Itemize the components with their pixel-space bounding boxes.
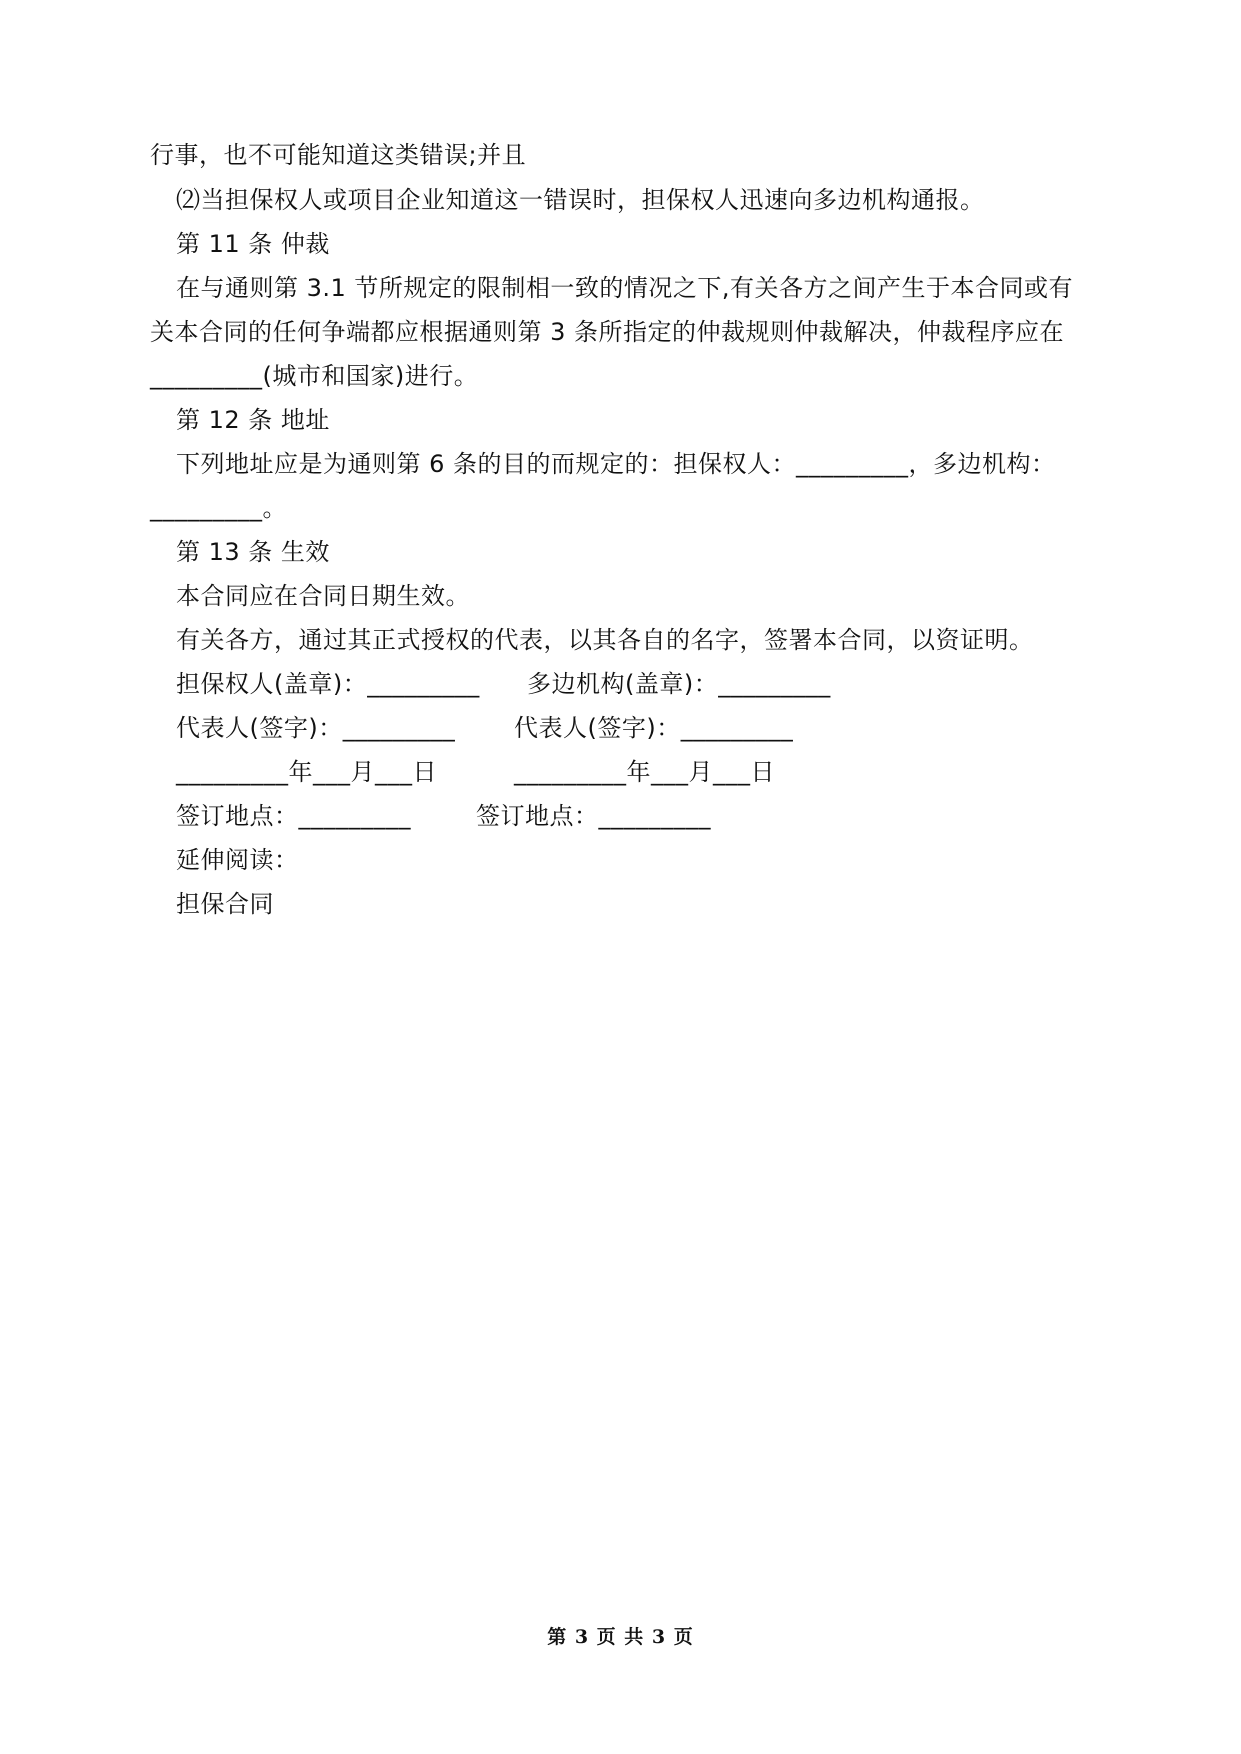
- extended-reading-link[interactable]: 担保合同: [176, 890, 274, 918]
- body-line-6: _________(城市和国家)进行。: [150, 362, 479, 390]
- body-line-11: 本合同应在合同日期生效。: [176, 582, 470, 610]
- body-line-2: ⑵当担保权人或项目企业知道这一错误时，担保权人迅速向多边机构通报。: [176, 186, 985, 214]
- body-line-9: _________。: [150, 494, 287, 522]
- body-line-12: 有关各方，通过其正式授权的代表，以其各自的名字，签署本合同，以资证明。: [176, 626, 1034, 654]
- page-footer: 第 3 页 共 3 页: [547, 1626, 694, 1648]
- body-line-5: 关本合同的任何争端都应根据通则第 3 条所指定的仲裁规则仲裁解决，仲裁程序应在: [150, 318, 1065, 346]
- place-right: 签订地点：_________: [476, 802, 711, 830]
- place-left: 签订地点：_________: [176, 802, 411, 830]
- seal-right: 多边机构(盖章)：_________: [527, 670, 831, 698]
- article-12-heading: 第 12 条 地址: [176, 406, 330, 434]
- seal-left: 担保权人(盖章)：_________: [176, 670, 480, 698]
- rep-right: 代表人(签字)：_________: [514, 714, 794, 742]
- date-right: _________年___月___日: [514, 758, 775, 786]
- article-13-heading: 第 13 条 生效: [176, 538, 330, 566]
- body-line-4: 在与通则第 3.1 节所规定的限制相一致的情况之下,有关各方之间产生于本合同或有: [176, 274, 1074, 302]
- body-line-8: 下列地址应是为通则第 6 条的目的而规定的：担保权人：_________，多边机构：: [176, 450, 1056, 478]
- body-line-1: 行事，也不可能知道这类错误;并且: [150, 141, 527, 169]
- extended-reading-label: 延伸阅读：: [176, 846, 299, 874]
- date-left: _________年___月___日: [176, 758, 437, 786]
- rep-left: 代表人(签字)：_________: [176, 714, 456, 742]
- article-11-heading: 第 11 条 仲裁: [176, 230, 330, 258]
